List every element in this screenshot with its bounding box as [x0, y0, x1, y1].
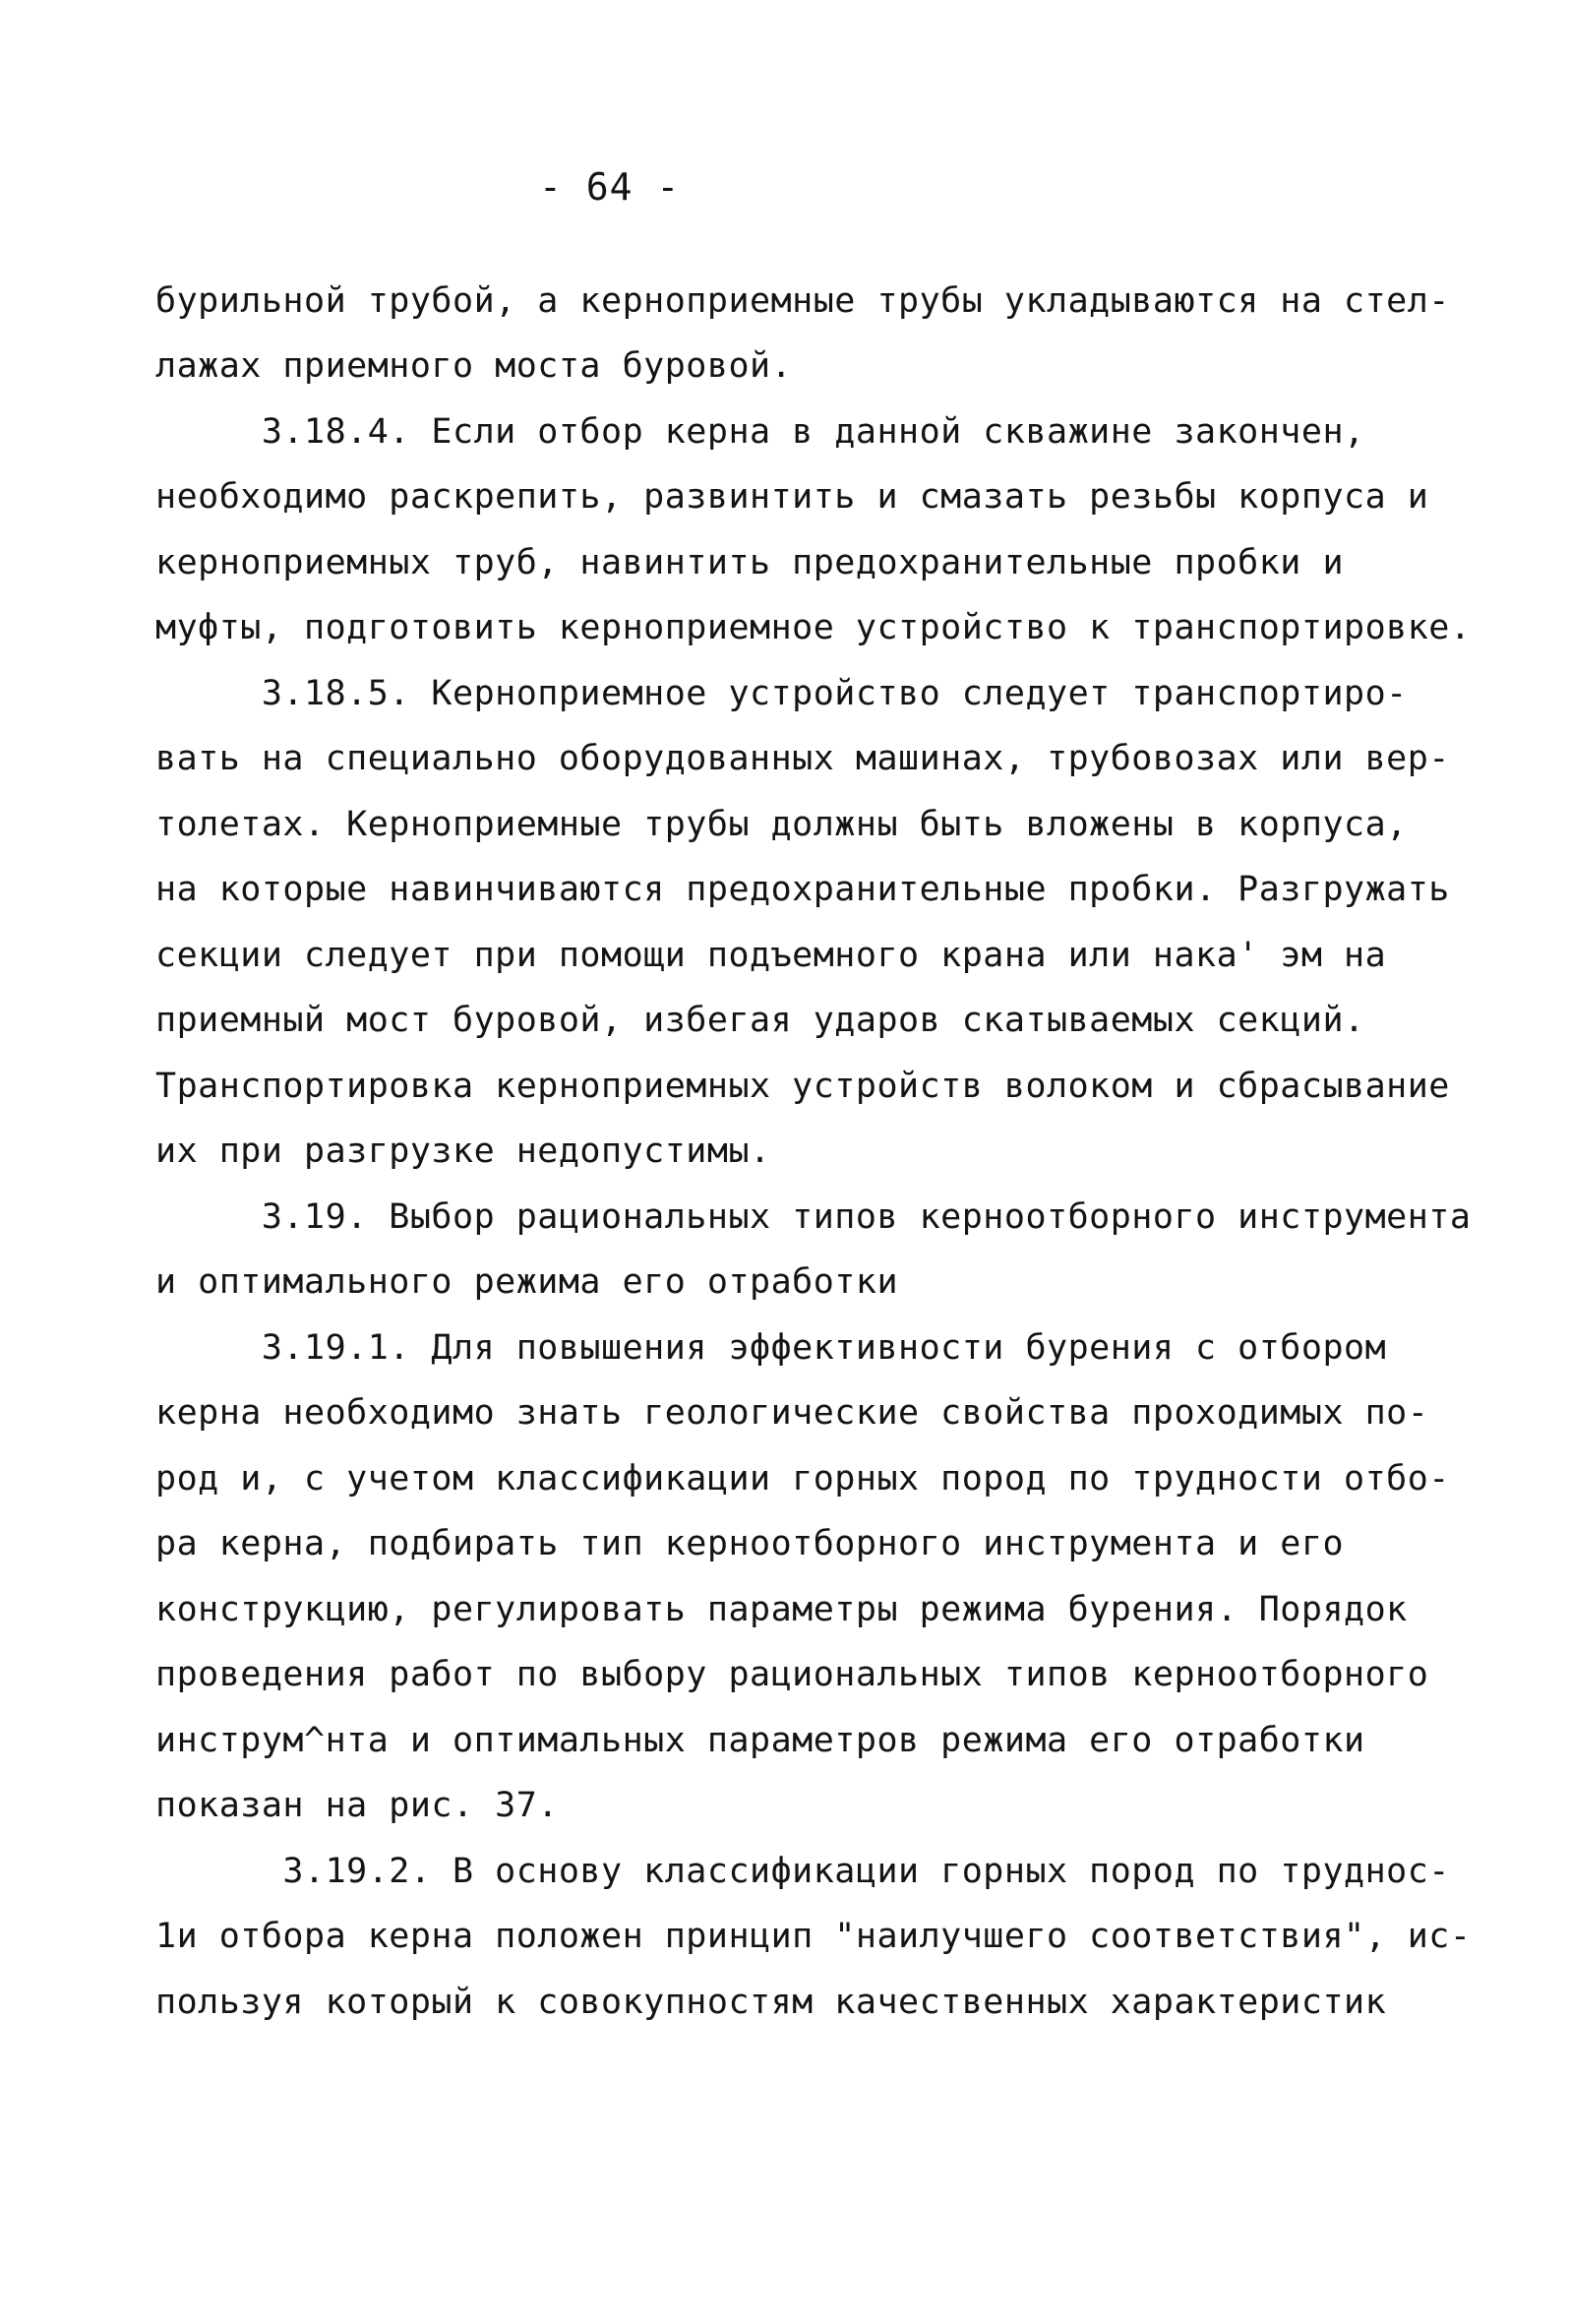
text-line: ра керна, подбирать тип керноотборного инструмента и его: [155, 1524, 1345, 1563]
text-line: проведения работ по выбору рациональных типов керноотборного: [155, 1655, 1429, 1694]
text-line: керна необходимо знать геологические свойства проходимых по-: [155, 1393, 1429, 1433]
text-line: их при разгрузке недопустимы.: [155, 1131, 771, 1171]
text-line: 3.18.5. Керноприемное устройство следует транспортиро-: [155, 674, 1408, 713]
text-line: на которые навинчиваются предохранительные пробки. Разгружать: [155, 870, 1450, 909]
text-line: пользуя который к совокупностям качественных характеристик: [155, 1983, 1387, 2022]
text-line: лажах приемного моста буровой.: [155, 346, 793, 386]
text-line: керноприемных труб, навинтить предохранительные пробки и: [155, 543, 1345, 582]
text-line: 1и отбора керна положен принцип "наилучшего соответствия", ис-: [155, 1917, 1472, 1956]
text-line: вать на специально оборудованных машинах, трубовозах или вер-: [155, 739, 1450, 778]
text-line: Транспортировка керноприемных устройств волоком и сбрасывание: [155, 1067, 1450, 1106]
text-line: конструкцию, регулировать параметры режима бурения. Порядок: [155, 1590, 1408, 1629]
text-line: род и, с учетом классификации горных пород по трудности отбо-: [155, 1459, 1450, 1498]
text-line: муфты, подготовить керноприемное устройство к транспортировке.: [155, 608, 1472, 647]
text-line: 3.18.4. Если отбор керна в данной скважине закончен,: [155, 412, 1365, 452]
page-number: - 64 -: [539, 165, 681, 209]
text-line: инструм^нта и оптимальных параметров режима его отработки: [155, 1721, 1365, 1760]
section-heading: 3.19. Выбор рациональных типов керноотборного инструмента: [155, 1197, 1472, 1237]
text-line: 3.19.2. В основу классификации горных пород по труднос-: [155, 1852, 1450, 1891]
text-line: толетах. Керноприемные трубы должны быть вложены в корпуса,: [155, 805, 1408, 844]
text-line: приемный мост буровой, избегая ударов скатываемых секций.: [155, 1001, 1365, 1040]
text-line: бурильной трубой, а керноприемные трубы укладываются на стел-: [155, 281, 1450, 321]
text-line: 3.19.1. Для повышения эффективности бурения с отбором: [155, 1328, 1387, 1368]
section-heading: и оптимального режима его отработки: [155, 1262, 899, 1302]
text-line: показан на рис. 37.: [155, 1786, 559, 1825]
text-line: необходимо раскрепить, развинтить и смазать резьбы корпуса и: [155, 477, 1429, 517]
text-line: секции следует при помощи подъемного крана или нака' эм на: [155, 936, 1387, 975]
